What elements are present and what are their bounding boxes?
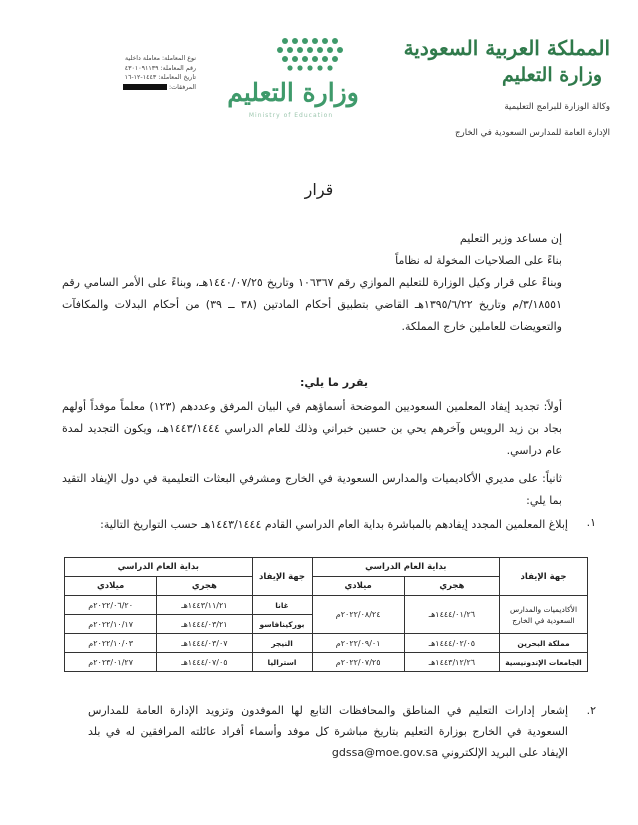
document-title: قرار bbox=[304, 180, 334, 199]
header-country: جهة الإيفاد bbox=[252, 558, 312, 596]
logo-wordmark: وزارة التعليم bbox=[227, 78, 359, 107]
table-row bbox=[65, 596, 588, 615]
header-start-2: بداية العام الدراسي bbox=[65, 558, 253, 577]
clause-second: ثانياً: على مديري الأكاديميات والمدارس السعودية في الخارج ومشرفي البعثات التعليمية في دول الإيفاد التقيد بما يلي: bbox=[62, 472, 562, 507]
table-row bbox=[65, 634, 588, 653]
redaction-mark bbox=[123, 84, 167, 90]
item-1-text: إبلاغ المعلمين المجدد إيفادهم بالمباشرة بداية العام الدراسي القادم ١٤٤٣/١٤٤٤هـ حسب التواريخ التالية: bbox=[100, 518, 568, 531]
reference-date: تاريخ المعاملة: ١٤٤٣-١٢-١٦ bbox=[124, 74, 196, 81]
item-2-text: إشعار إدارات التعليم في المناطق والمحافظات التابع لها الموفدون وتزويد الإدارة العامة للمدارس السعودية في الخارج بوزارة التعليم بتاريخ مباشرة كل موفد وأسماء أفراد عائلته المرافقين له في بلد الإيفاد على البريد الإلكتروني gdssa@moe.gov.sa bbox=[88, 704, 568, 759]
row-country: غانا bbox=[252, 596, 312, 615]
row-country: بوركينافاسو bbox=[252, 615, 312, 634]
header-hijri-2: هجري bbox=[157, 577, 252, 596]
directorate-name: الإدارة العامة للمدارس السعودية في الخارج bbox=[455, 128, 610, 138]
kingdom-name: المملكة العربية السعودية bbox=[403, 36, 610, 60]
row-greg-1: ٢٠٢٢/٠٨/٢٤م bbox=[312, 596, 404, 634]
table-row bbox=[65, 653, 588, 672]
row-hijri-2: ١٤٤٤/٠٧/٠٥هـ bbox=[157, 653, 252, 672]
row-hijri-2: ١٤٤٣/١١/٢١هـ bbox=[157, 596, 252, 615]
header-greg-2: ميلادي bbox=[65, 577, 157, 596]
item-2-number: ٢. bbox=[586, 704, 596, 717]
row-entity: الأكاديميات والمدارس السعودية في الخارج bbox=[500, 596, 588, 634]
row-country: النيجر bbox=[252, 634, 312, 653]
row-hijri-1: ١٤٤٤/٠١/٢٦هـ bbox=[404, 596, 499, 634]
header-greg-1: ميلادي bbox=[312, 577, 404, 596]
ministry-name: وزارة التعليم bbox=[501, 64, 602, 86]
row-greg-1: ٢٠٢٢/٠٩/٠١م bbox=[312, 634, 404, 653]
preamble-line-2: بناءً على الصلاحيات المخولة له نظاماً bbox=[395, 254, 562, 267]
logo-subtitle: Ministry of Education bbox=[248, 112, 334, 119]
row-greg-2: ٢٠٢٢/٠٦/٢٠م bbox=[65, 596, 157, 615]
row-hijri-1: ١٤٤٣/١٢/٢٦هـ bbox=[404, 653, 499, 672]
row-greg-2: ٢٠٢٢/١٠/٠٣م bbox=[65, 634, 157, 653]
row-greg-2: ٢٠٢٣/٠١/٢٧م bbox=[65, 653, 157, 672]
row-entity: مملكة البحرين bbox=[500, 634, 588, 653]
decides-heading: يقرر ما يلي: bbox=[300, 376, 368, 389]
row-entity: الجامعات الإندونيسية bbox=[500, 653, 588, 672]
preamble-line-1: إن مساعد وزير التعليم bbox=[459, 232, 562, 245]
clause-first: أولاً: تجديد إيفاد المعلمين السعوديين الموضحة أسماؤهم في البيان المرفق وعددهم (١٢٣) معلماً موفداً أولهم بجاد بن زيد الرويس وآخرهم يحي بن حسين خبراني وذلك للعام الدراسي ١٤٤٣/١٤٤٤هـ، ويكون التجديد لمدة عام دراسي. bbox=[62, 400, 562, 457]
reference-block bbox=[76, 54, 196, 92]
row-country: استراليا bbox=[252, 653, 312, 672]
item-1-number: ١. bbox=[586, 516, 596, 529]
header-hijri-1: هجري bbox=[404, 577, 499, 596]
preamble-paragraph: وبناءً على قرار وكيل الوزارة للتعليم الموازي رقم ١٠٦٣٦٧ وتاريخ ١٤٤٠/٠٧/٢٥هـ، وبناءً على الأمر السامي رقم ٣/١٨٥٥١/م وتاريخ ١٣٩٥/٦/٢٢هـ القاضي بتطبيق أحكام المادتين (٣٨ ــ ٣٩) من أحكام البدلات والمكافآت والتعويضات للعاملين خارج المملكة. bbox=[62, 276, 562, 333]
reference-type: نوع المعاملة: معاملة داخلية bbox=[125, 55, 196, 62]
row-hijri-2: ١٤٤٤/٠٣/٢١هـ bbox=[157, 615, 252, 634]
row-hijri-2: ١٤٤٤/٠٣/٠٧هـ bbox=[157, 634, 252, 653]
header-start-1: بداية العام الدراسي bbox=[312, 558, 499, 577]
row-greg-1: ٢٠٢٢/٠٧/٢٥م bbox=[312, 653, 404, 672]
agency-name: وكالة الوزارة للبرامج التعليمية bbox=[504, 102, 610, 112]
header-entity: جهة الإيفاد bbox=[500, 558, 588, 596]
reference-number: رقم المعاملة: ٤٣٠١٠٩١١٣٩ bbox=[124, 64, 196, 72]
dates-table bbox=[64, 557, 588, 672]
row-hijri-1: ١٤٤٤/٠٢/٠٥هـ bbox=[404, 634, 499, 653]
reference-attachments: المرفقات: bbox=[76, 83, 196, 93]
row-greg-2: ٢٠٢٢/١٠/١٧م bbox=[65, 615, 157, 634]
